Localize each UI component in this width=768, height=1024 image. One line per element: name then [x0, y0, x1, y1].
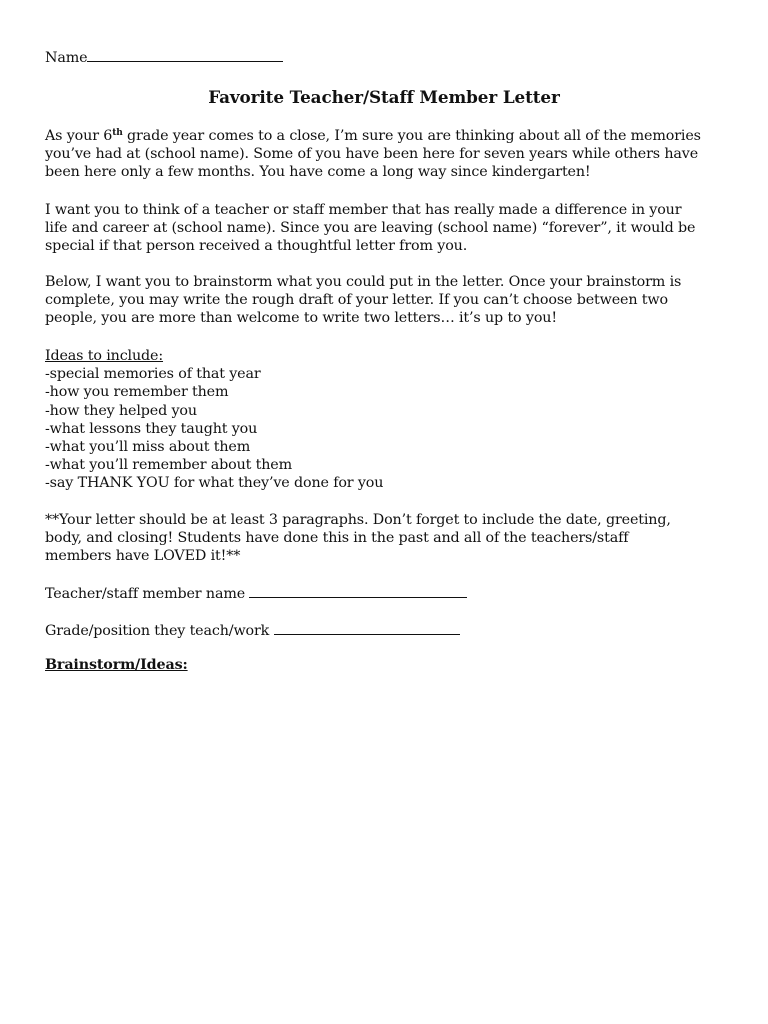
name-label: Name	[45, 50, 88, 66]
teacher-paragraph	[45, 201, 725, 256]
paragraph-line: life and career at (school name). Since you are leaving (school name) “forever”, it would be	[45, 220, 696, 237]
list-item: -special memories of that year	[45, 366, 261, 383]
brainstorm-instructions-paragraph	[45, 273, 725, 328]
paragraph-line: special if that person received a thoughtful letter from you.	[45, 238, 468, 255]
requirements-paragraph	[45, 511, 725, 566]
ideas-heading: Ideas to include:	[45, 348, 164, 364]
name-input-line[interactable]	[87, 47, 283, 62]
grade-position-input-line[interactable]	[274, 620, 460, 635]
paragraph-line: members have LOVED it!**	[45, 548, 241, 565]
intro-line-1: As your 6th grade year comes to a close, I’m sure you are thinking about all of the memories	[45, 128, 701, 144]
teacher-name-input-line[interactable]	[249, 583, 467, 598]
intro-line-2: you’ve had at (school name). Some of you have been here for seven years while others have	[45, 146, 699, 163]
list-item: -say THANK YOU for what they’ve done for you	[45, 475, 384, 492]
list-item: -how you remember them	[45, 384, 229, 401]
list-item: -how they helped you	[45, 402, 197, 419]
name-field-row	[45, 47, 283, 67]
paragraph-line: **Your letter should be at least 3 paragraphs. Don’t forget to include the date, greeting,	[45, 512, 671, 528]
ideas-list	[45, 347, 725, 493]
intro-paragraph	[45, 127, 725, 182]
list-item: -what you’ll miss about them	[45, 439, 251, 456]
list-item: -what lessons they taught you	[45, 420, 258, 437]
brainstorm-heading: Brainstorm/Ideas:	[45, 657, 188, 673]
grade-position-label: Grade/position they teach/work	[45, 623, 270, 639]
page-title: Favorite Teacher/Staff Member Letter	[208, 87, 560, 107]
list-item: -what you’ll remember about them	[45, 457, 293, 474]
superscript-th: th	[112, 128, 123, 138]
teacher-name-field-row	[45, 583, 467, 603]
paragraph-line: Below, I want you to brainstorm what you could put in the letter. Once your brainstorm is	[45, 274, 682, 290]
paragraph-line: body, and closing! Students have done this in the past and all of the teachers/staff	[45, 530, 629, 547]
teacher-name-label: Teacher/staff member name	[45, 586, 246, 602]
paragraph-line: people, you are more than welcome to write two letters… it’s up to you!	[45, 310, 557, 327]
intro-line-3: been here only a few months. You have come a long way since kindergarten!	[45, 164, 591, 181]
grade-position-field-row	[45, 620, 460, 640]
paragraph-line: complete, you may write the rough draft of your letter. If you can’t choose between two	[45, 292, 668, 309]
paragraph-line: I want you to think of a teacher or staff member that has really made a difference in your	[45, 202, 682, 218]
